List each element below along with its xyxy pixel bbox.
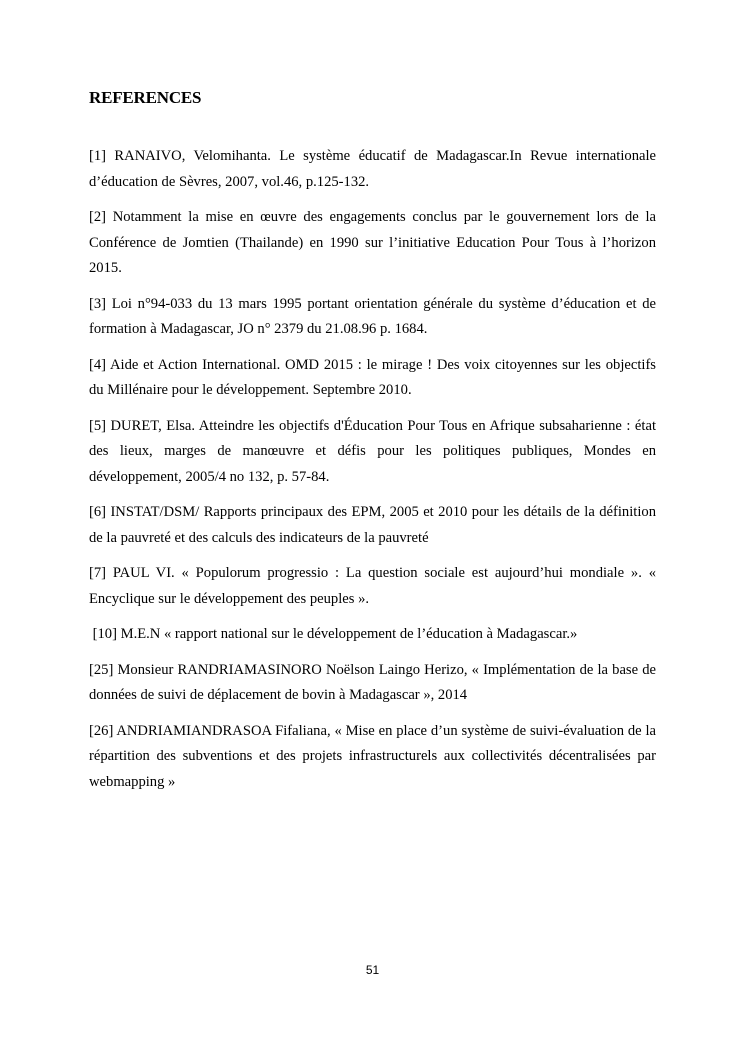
reference-item-3: [3] Loi n°94-033 du 13 mars 1995 portant orientation générale du système d’éducation et de formation à Madagascar, JO n° 2379 du 21.08.96 p. 1684. — [89, 295, 656, 337]
reference-item-2: [2] Notamment la mise en œuvre des engagements conclus par le gouvernement lors de la Conférence de Jomtien (Thailande) en 1990 sur l’initiative Education Pour Tous à l’horizon 2015. — [89, 209, 656, 276]
reference-item-7: [7] PAUL VI. « Populorum progressio : La question sociale est aujourd’hui mondiale ». « Encyclique sur le développement des peuples ». — [89, 565, 656, 607]
reference-list — [89, 144, 656, 805]
reference-item-1: [1] RANAIVO, Velomihanta. Le système éducatif de Madagascar.In Revue internationale d’éducation de Sèvres, 2007, vol.46, p.125-132. — [89, 148, 656, 190]
reference-item-6: [6] INSTAT/DSM/ Rapports principaux des EPM, 2005 et 2010 pour les détails de la définition de la pauvreté et des calculs des indicateurs de la pauvreté — [89, 504, 656, 546]
page-number: 51 — [365, 963, 380, 977]
reference-item-25: [25] Monsieur RANDRIAMASINORO Noëlson Laingo Herizo, « Implémentation de la base de données de suivi de déplacement de bovin à Madagascar », 2014 — [89, 661, 656, 703]
page-title: REFERENCES — [89, 88, 202, 107]
reference-item-10: [10] M.E.N « rapport national sur le développement de l’éducation à Madagascar.» — [89, 626, 578, 642]
reference-item-4: [4] Aide et Action International. OMD 2015 : le mirage ! Des voix citoyennes sur les objectifs du Millénaire pour le développement. Septembre 2010. — [89, 356, 656, 398]
reference-item-5: [5] DURET, Elsa. Atteindre les objectifs d'Éducation Pour Tous en Afrique subsaharienne : état des lieux, marges de manœuvre et défis pour les politiques publiques, Mondes en développement, 2005/4 no 132, p. 57-84. — [89, 417, 656, 485]
reference-item-26: [26] ANDRIAMIANDRASOA Fifaliana, « Mise en place d’un système de suivi-évaluation de la répartition des subventions et des projets infrastructurels aux collectivités décentralisées par webmapping » — [89, 722, 656, 790]
